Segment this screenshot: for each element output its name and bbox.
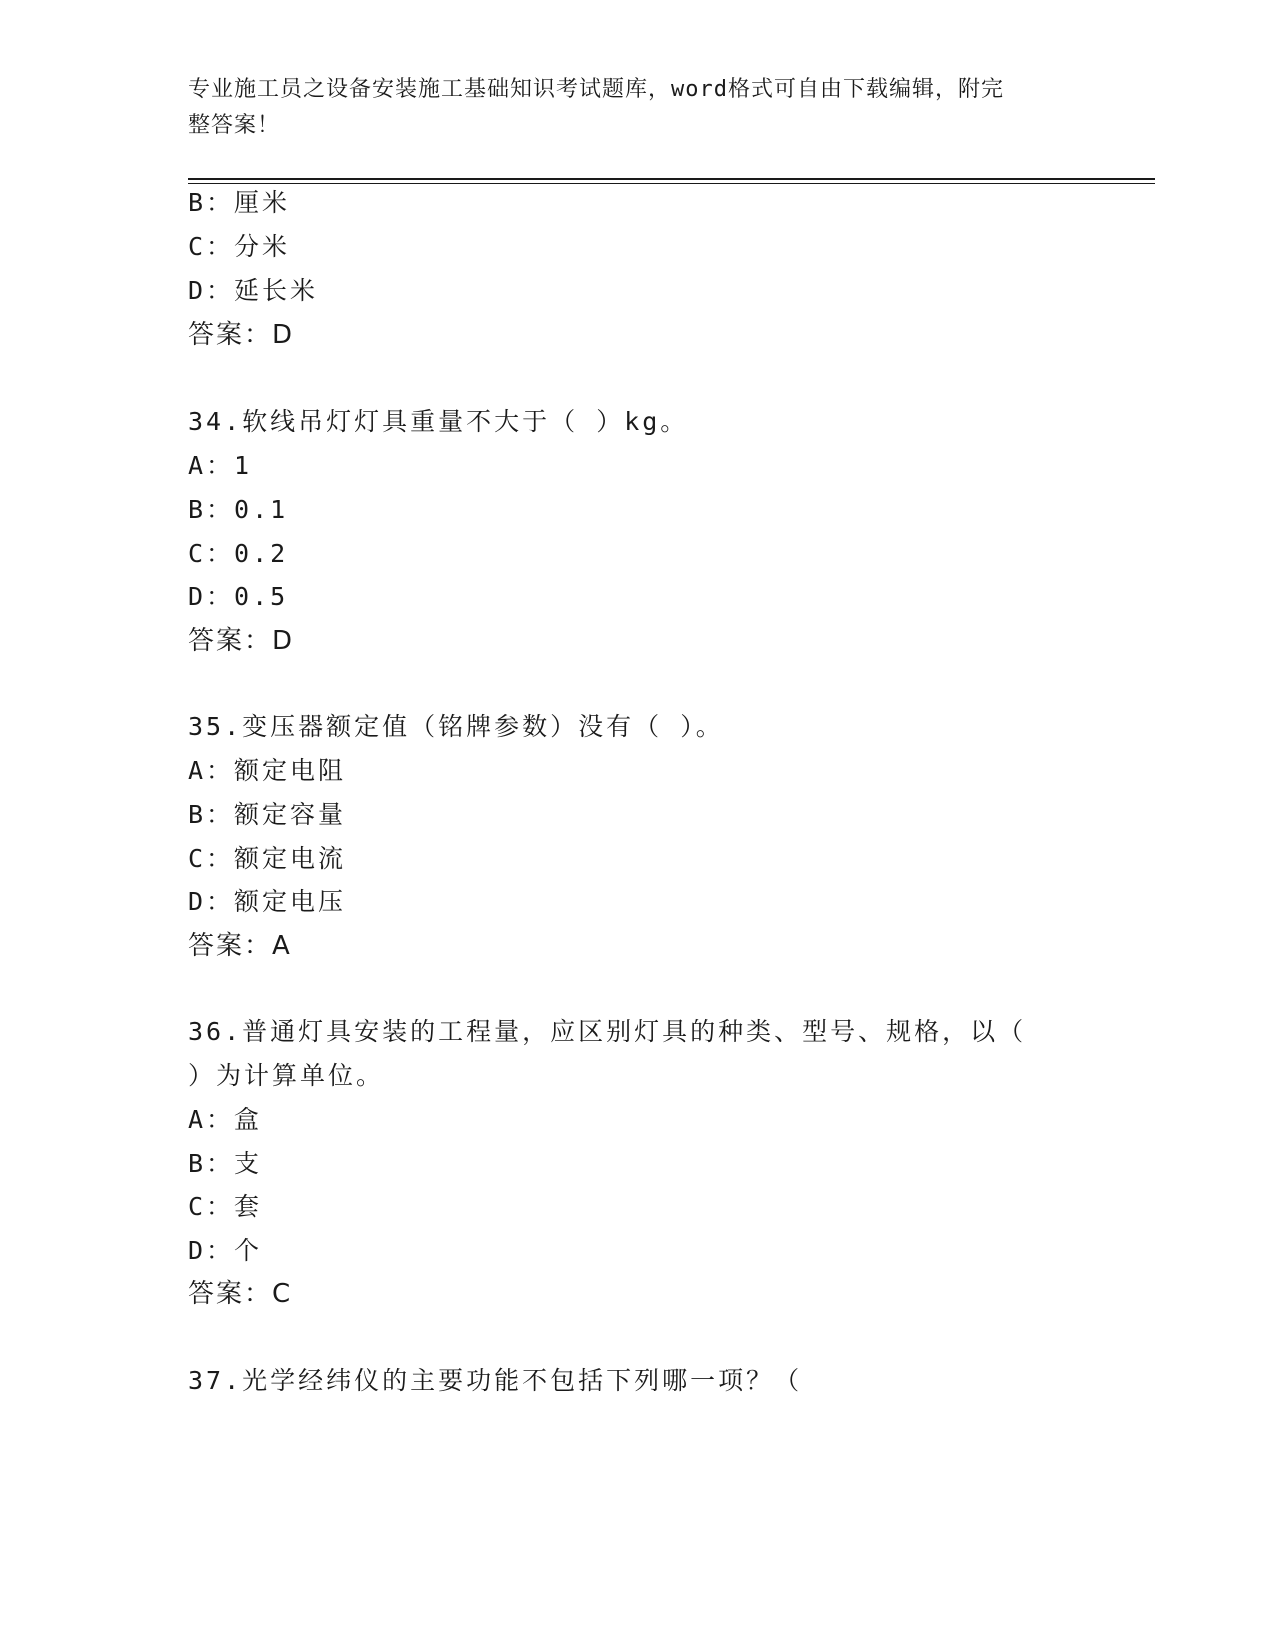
option-c: C：分米 (188, 232, 291, 261)
question-stem: 35.变压器额定值（铭牌参数）没有（ ）。 (188, 712, 724, 741)
answer-line: 答案：D (188, 320, 295, 350)
question-stem: 36.普通灯具安装的工程量，应区别灯具的种类、型号、规格，以（ (188, 1017, 1027, 1046)
header-divider-thin (188, 183, 1155, 184)
option-a: A：额定电阻 (188, 756, 347, 785)
option-c: C：额定电流 (188, 844, 347, 873)
option-b: B：0.1 (188, 495, 289, 524)
option-c: C：0.2 (188, 539, 289, 568)
option-b: B：支 (188, 1149, 263, 1178)
answer-line: 答案：C (188, 1279, 293, 1309)
header-line-1: 专业施工员之设备安装施工基础知识考试题库，word格式可自由下载编辑，附完 (188, 77, 1004, 102)
option-d: D：0.5 (188, 582, 289, 611)
header-divider (188, 178, 1155, 180)
header-line-2: 整答案！ (188, 113, 281, 138)
option-a: A：盒 (188, 1105, 263, 1134)
document-header (188, 72, 1068, 144)
option-c: C：套 (188, 1192, 263, 1221)
option-d: D：延长米 (188, 276, 319, 305)
option-a: A：1 (188, 451, 253, 480)
answer-line: 答案：A (188, 931, 292, 961)
option-b: B：额定容量 (188, 800, 347, 829)
option-d: D：额定电压 (188, 887, 347, 916)
question-stem: 37.光学经纬仪的主要功能不包括下列哪一项？（ (188, 1366, 803, 1395)
question-stem: 34.软线吊灯灯具重量不大于（ ）kg。 (188, 407, 689, 436)
option-d: D：个 (188, 1236, 263, 1265)
option-b: B：厘米 (188, 188, 291, 217)
question-stem-continued: ）为计算单位。 (188, 1061, 385, 1090)
answer-line: 答案：D (188, 626, 295, 656)
